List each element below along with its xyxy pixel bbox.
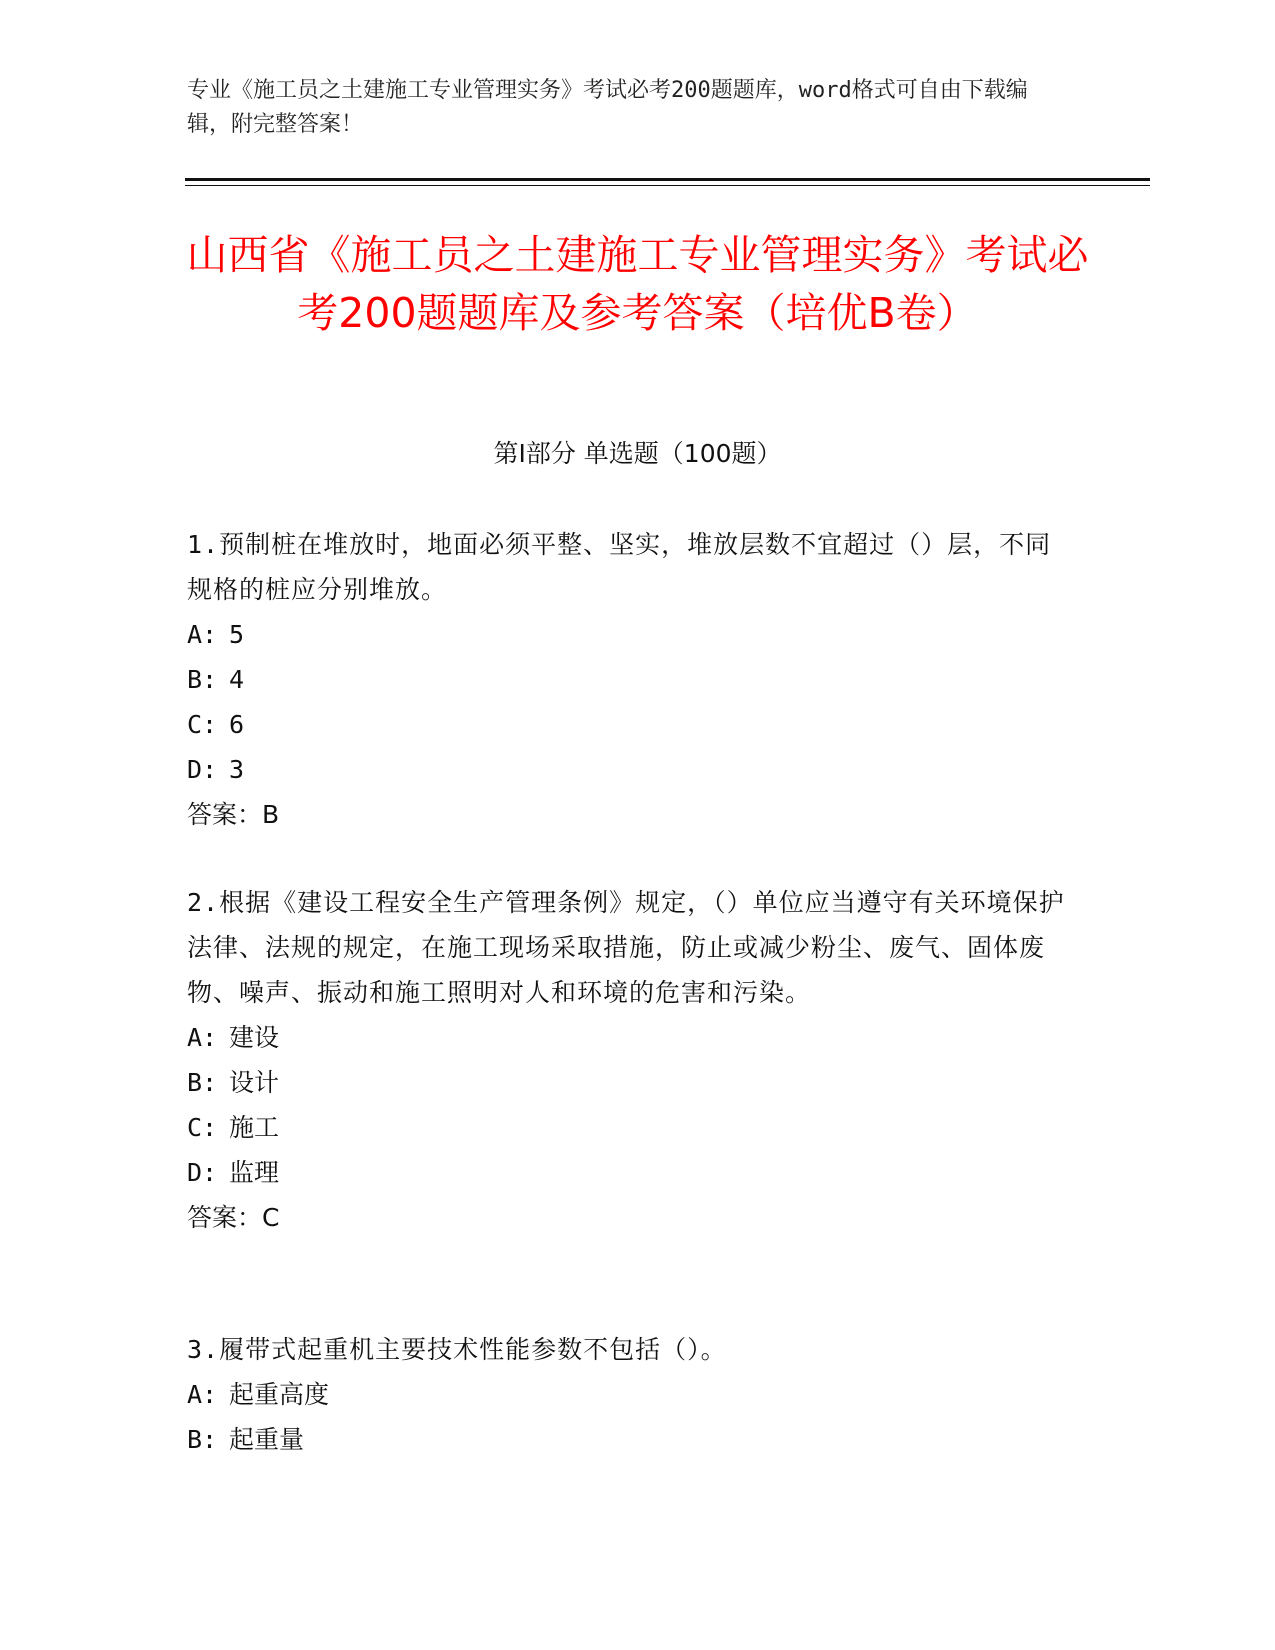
- option-key: D:: [187, 1158, 218, 1187]
- option-text: 起重高度: [229, 1380, 330, 1409]
- header-divider-thin: [185, 185, 1150, 186]
- option-text: 设计: [229, 1068, 280, 1097]
- option-c: [187, 702, 1067, 747]
- option-text: 4: [229, 665, 245, 694]
- option-text: 6: [229, 710, 245, 739]
- question-stem: 1.预制桩在堆放时，地面必须平整、坚实，堆放层数不宜超过（）层，不同规格的桩应分别堆放。: [187, 530, 1052, 604]
- option-b: [187, 1417, 1067, 1462]
- option-d: [187, 1150, 1067, 1195]
- option-key: C:: [187, 1113, 218, 1142]
- option-key: B:: [187, 665, 218, 694]
- option-key: B:: [187, 1425, 218, 1454]
- option-a: [187, 1372, 1067, 1417]
- question-2: [187, 880, 1067, 1240]
- document-title: 山西省《施工员之土建施工专业管理实务》考试必考200题题库及参考答案（培优B卷）: [186, 231, 1089, 337]
- option-text: 3: [229, 755, 245, 784]
- option-a: [187, 1015, 1067, 1060]
- option-a: [187, 612, 1067, 657]
- option-key: A:: [187, 620, 218, 649]
- option-text: 5: [229, 620, 245, 649]
- option-key: B:: [187, 1068, 218, 1097]
- option-c: [187, 1105, 1067, 1150]
- question-1: [187, 522, 1067, 837]
- option-text: 建设: [229, 1023, 280, 1052]
- option-d: [187, 747, 1067, 792]
- option-key: A:: [187, 1380, 218, 1409]
- option-key: A:: [187, 1023, 218, 1052]
- option-b: [187, 657, 1067, 702]
- question-stem: 2.根据《建设工程安全生产管理条例》规定，（）单位应当遵守有关环境保护法律、法规的规定，在施工现场采取措施，防止或减少粉尘、废气、固体废物、噪声、振动和施工照明对人和环境的危害和污染。: [187, 888, 1065, 1007]
- option-text: 监理: [229, 1158, 280, 1187]
- answer-line: 答案：C: [187, 1203, 280, 1232]
- question-stem: 3.履带式起重机主要技术性能参数不包括（）。: [187, 1335, 727, 1364]
- option-text: 施工: [229, 1113, 280, 1142]
- header-note: 专业《施工员之土建施工专业管理实务》考试必考200题题库，word格式可自由下载编辑，附完整答案！: [187, 78, 1028, 137]
- option-text: 起重量: [229, 1425, 305, 1454]
- section-title: 第I部分 单选题（100题）: [493, 439, 782, 468]
- header-divider-thick: [185, 178, 1150, 181]
- question-3: [187, 1327, 1067, 1462]
- option-key: C:: [187, 710, 218, 739]
- option-b: [187, 1060, 1067, 1105]
- answer-line: 答案：B: [187, 800, 280, 829]
- option-key: D:: [187, 755, 218, 784]
